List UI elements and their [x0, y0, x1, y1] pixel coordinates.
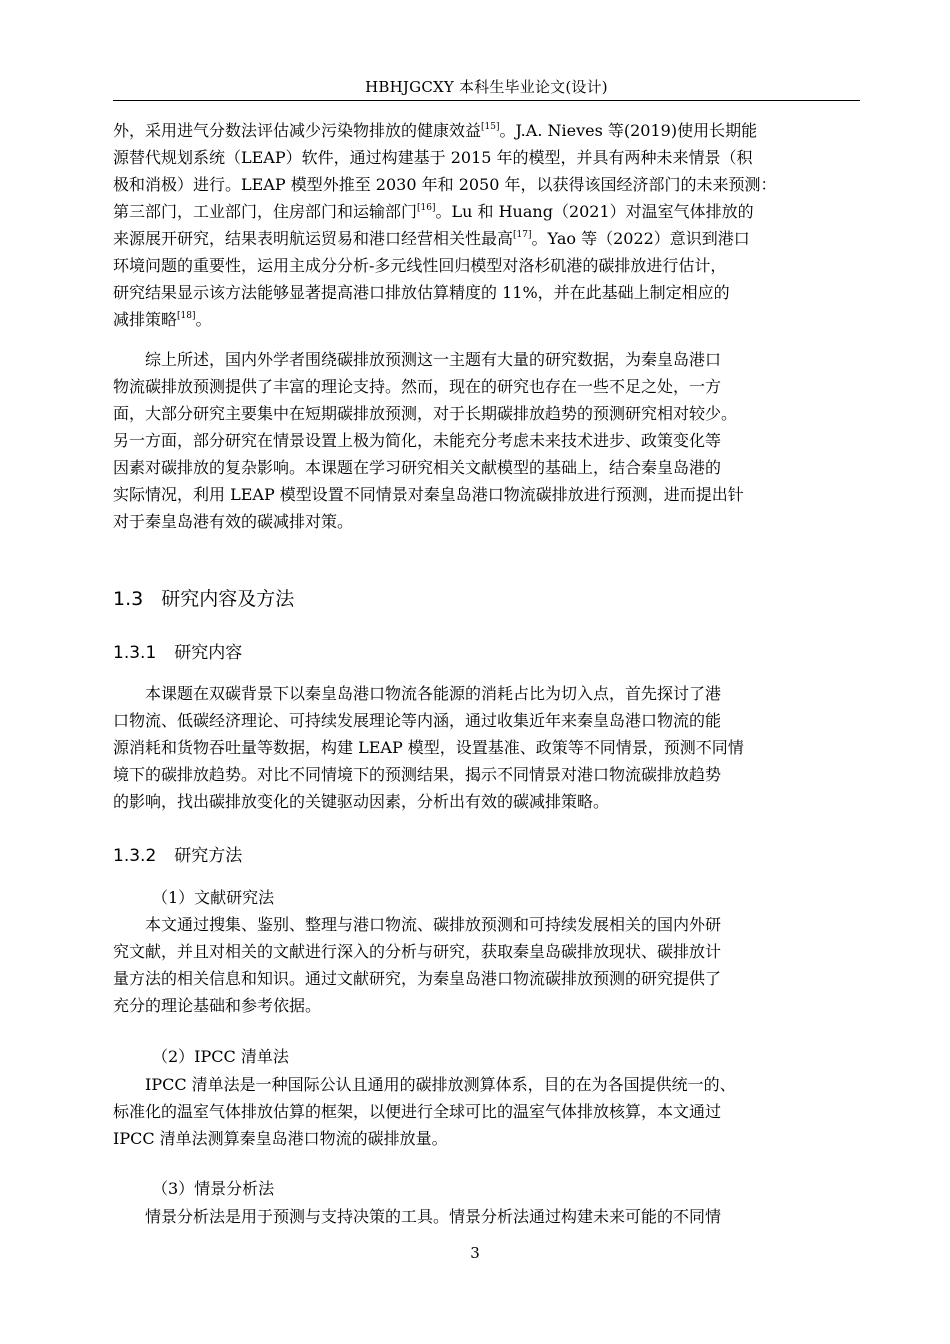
section-heading-1-3-2 — [113, 844, 242, 868]
text-line: 量方法的相关信息和知识。通过文献研究，为秦皇岛港口物流碳排放预测的研究提供了 — [113, 969, 722, 988]
section-title: 研究内容 — [174, 643, 243, 663]
paragraph-literature-method — [113, 911, 861, 1019]
citation-17: [17] — [513, 230, 532, 240]
text-line: 面，大部分研究主要集中在短期碳排放预测，对于长期碳排放趋势的预测研究相对较少。 — [113, 404, 738, 423]
text-line — [113, 198, 861, 225]
section-number: 1.3.1 — [113, 643, 157, 663]
text-line: 充分的理论基础和参考依据。 — [113, 996, 322, 1015]
text-line: IPCC 清单法是一种国际公认且通用的碳排放测算体系，目的在为各国提供统一的、 — [145, 1075, 736, 1094]
page-header-title: HBHJGCXY 本科生毕业论文(设计) — [365, 78, 608, 96]
text-line — [113, 117, 861, 144]
text-line: 源替代规划系统（LEAP）软件，通过构建基于 2015 年的模型，并具有两种未来情景（积 — [113, 148, 753, 167]
text-run: 。Lu 和 Huang（2021）对温室气体排放的 — [435, 202, 754, 221]
paragraph-research-content — [113, 680, 861, 815]
section-title: 研究内容及方法 — [161, 588, 295, 610]
text-run: 来源展开研究，结果表明航运贸易和港口经营相关性最高 — [113, 229, 514, 248]
text-line: 物流碳排放预测提供了丰富的理论支持。然而，现在的研究也存在一些不足之处，一方 — [113, 377, 722, 396]
text-line: 本文通过搜集、鉴别、整理与港口物流、碳排放预测和可持续发展相关的国内外研 — [145, 915, 722, 934]
text-run: 减排策略 — [113, 310, 178, 329]
text-run: 第三部门，工业部门，住房部门和运输部门 — [113, 202, 418, 221]
text-run: 。Yao 等（2022）意识到港口 — [531, 229, 750, 248]
citation-15: [15] — [481, 122, 500, 132]
text-line: 对于秦皇岛港有效的碳减排对策。 — [113, 512, 354, 531]
text-line: 口物流、低碳经济理论、可持续发展理论等内涵，通过收集近年来秦皇岛港口物流的能 — [113, 711, 722, 730]
text-line: 综上所述，国内外学者围绕碳排放预测这一主题有大量的研究数据，为秦皇岛港口 — [145, 350, 722, 369]
paragraph-literature-review-end — [113, 117, 861, 333]
text-line: 另一方面，部分研究在情景设置上极为简化，未能充分考虑未来技术进步、政策变化等 — [113, 431, 722, 450]
section-number: 1.3.2 — [113, 846, 157, 866]
section-number: 1.3 — [113, 588, 144, 610]
text-line: 源消耗和货物吞吐量等数据，构建 LEAP 模型，设置基准、政策等不同情景，预测不同情 — [113, 738, 744, 757]
paragraph-summary — [113, 346, 861, 535]
text-line: 本课题在双碳背景下以秦皇岛港口物流各能源的消耗占比为切入点，首先探讨了港 — [145, 684, 722, 703]
section-heading-1-3 — [113, 586, 294, 612]
section-title: 研究方法 — [174, 846, 243, 866]
text-line: 研究结果显示该方法能够显著提高港口排放估算精度的 11%，并在此基础上制定相应的 — [113, 283, 730, 302]
text-line: 极和消极）进行。LEAP 模型外推至 2030 年和 2050 年，以获得该国经济部门的未来预测： — [113, 175, 777, 194]
text-line — [113, 225, 861, 252]
paragraph-scenario-method — [113, 1203, 861, 1230]
method-heading-literature: （1）文献研究法 — [152, 888, 275, 907]
paragraph-ipcc-method — [113, 1071, 861, 1152]
text-line: 标准化的温室气体排放估算的框架，以便进行全球可比的温室气体排放核算，本文通过 — [113, 1102, 722, 1121]
text-line: 环境问题的重要性，运用主成分分析-多元线性回归模型对洛杉矶港的碳排放进行估计， — [113, 256, 727, 275]
header-divider — [113, 100, 860, 101]
text-line: 究文献，并且对相关的文献进行深入的分析与研究，获取秦皇岛碳排放现状、碳排放计 — [113, 942, 722, 961]
text-run: 外，采用进气分数法评估减少污染物排放的健康效益 — [113, 121, 482, 140]
section-heading-1-3-1 — [113, 641, 242, 665]
citation-16: [16] — [417, 203, 436, 213]
method-heading-ipcc: （2）IPCC 清单法 — [152, 1047, 289, 1066]
text-line: 情景分析法是用于预测与支持决策的工具。情景分析法通过构建未来可能的不同情 — [145, 1207, 722, 1226]
page-number: 3 — [470, 1244, 480, 1262]
text-line — [113, 306, 861, 333]
text-line: 的影响，找出碳排放变化的关键驱动因素，分析出有效的碳减排策略。 — [113, 792, 610, 811]
text-run: 。 — [195, 310, 212, 329]
text-run: 。J.A. Nieves 等(2019)使用长期能 — [499, 121, 758, 140]
text-line: 境下的碳排放趋势。对比不同情境下的预测结果，揭示不同情景对港口物流碳排放趋势 — [113, 765, 722, 784]
citation-18: [18] — [177, 311, 196, 321]
text-line: IPCC 清单法测算秦皇岛港口物流的碳排放量。 — [113, 1129, 448, 1148]
text-line: 因素对碳排放的复杂影响。本课题在学习研究相关文献模型的基础上，结合秦皇岛港的 — [113, 458, 722, 477]
method-heading-scenario: （3）情景分析法 — [152, 1179, 275, 1198]
text-line: 实际情况，利用 LEAP 模型设置不同情景对秦皇岛港口物流碳排放进行预测，进而提出针 — [113, 485, 744, 504]
